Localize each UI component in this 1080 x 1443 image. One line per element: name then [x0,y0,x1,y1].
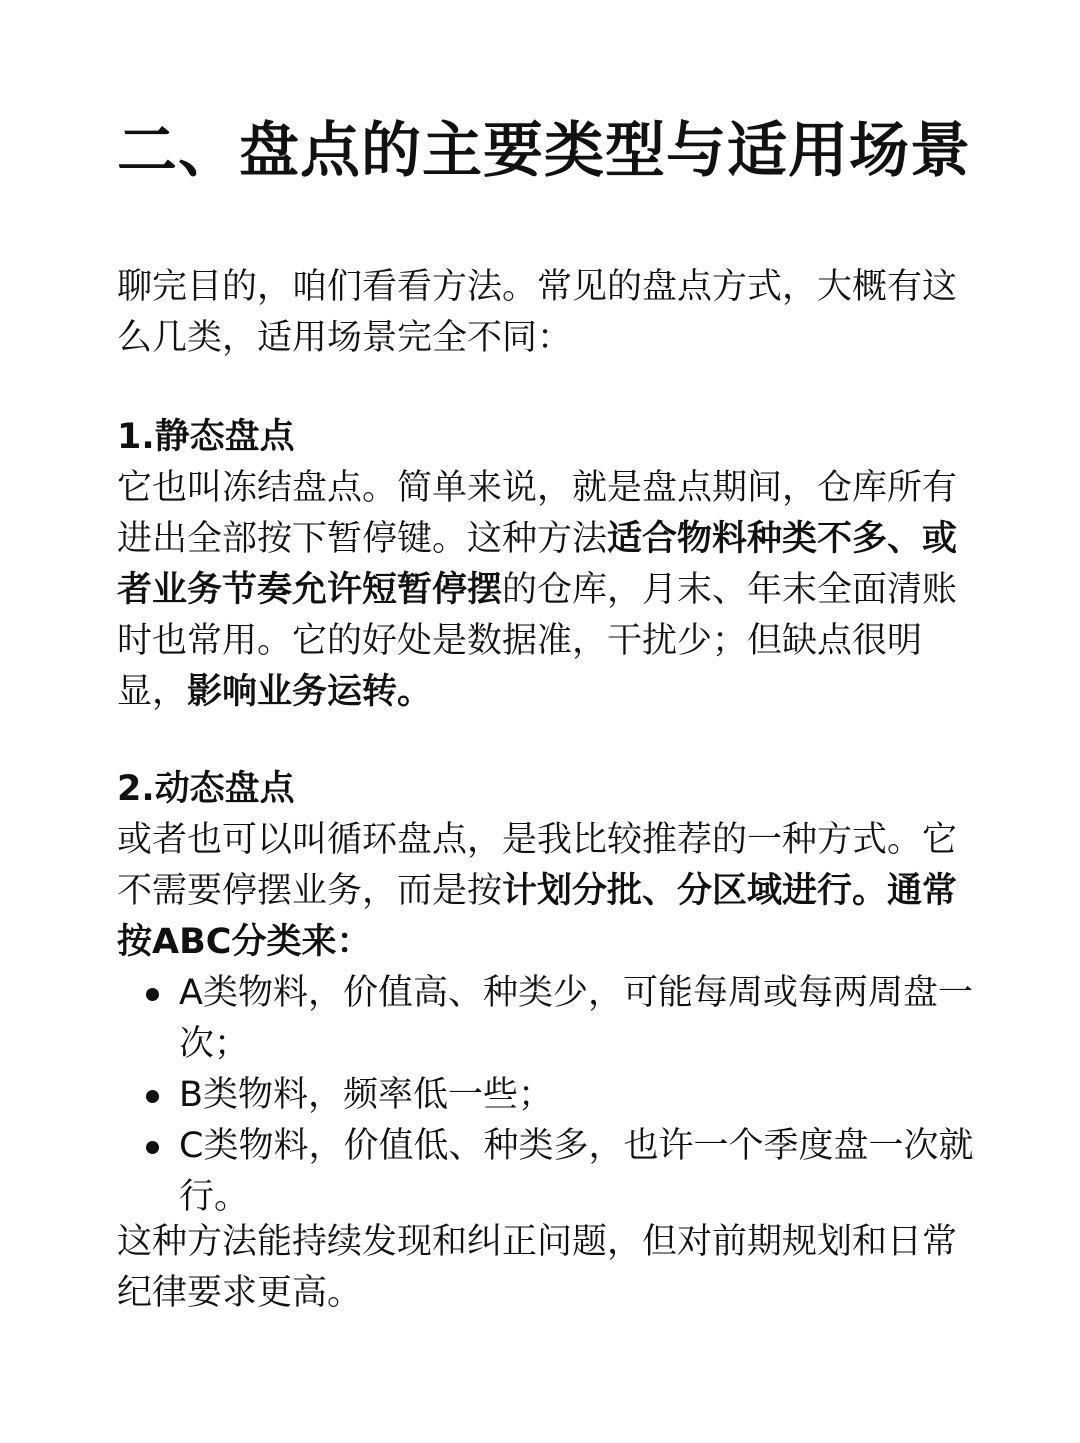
bullet-icon [146,1141,159,1154]
section-1-heading: 1.静态盘点 [117,417,295,457]
section-1-paragraph [117,463,967,718]
section-1-highlight-2: 影响业务运转。 [187,672,433,712]
page-title: 二、盘点的主要类型与适用场景 [117,116,971,186]
section-1-text-1: 它也叫冻结盘点。简单来说，就是盘点期间，仓库所有进出全部按下暂停键。这种方法 [117,468,958,559]
list-item [117,968,977,1070]
closing-paragraph: 这种方法能持续发现和纠正问题，但对前期规划和日常纪律要求更高。 [117,1222,958,1313]
section-1-highlight-1: 适合物料种类不多、或者业务节奏允许短暂停摆 [117,519,958,610]
section-2-paragraph [117,815,967,968]
bullet-icon [146,988,159,1001]
section-2-text-1: 或者也可以叫循环盘点，是我比较推荐的一种方式。它不需要停摆业务，而是按 [117,820,958,911]
list-item [117,1070,977,1121]
abc-list [117,968,977,1223]
list-item-text: B类物料，频率低一些； [179,1075,554,1115]
list-item-text: A类物料，价值高、种类少，可能每周或每两周盘一次； [179,973,973,1064]
section-1-text-2: 的仓库，月末、年末全面清账时也常用。它的好处是数据准，干扰少；但缺点很明显， [117,570,958,712]
intro-paragraph: 聊完目的，咱们看看方法。常见的盘点方式，大概有这么几类，适用场景完全不同： [117,267,958,358]
section-2-highlight-1: 计划分批、分区域进行。通常按ABC分类来： [117,871,958,962]
section-2-heading: 2.动态盘点 [117,769,295,809]
bullet-icon [146,1090,159,1103]
list-item [117,1121,977,1223]
list-item-text: C类物料，价值低、种类多，也许一个季度盘一次就行。 [179,1126,974,1217]
